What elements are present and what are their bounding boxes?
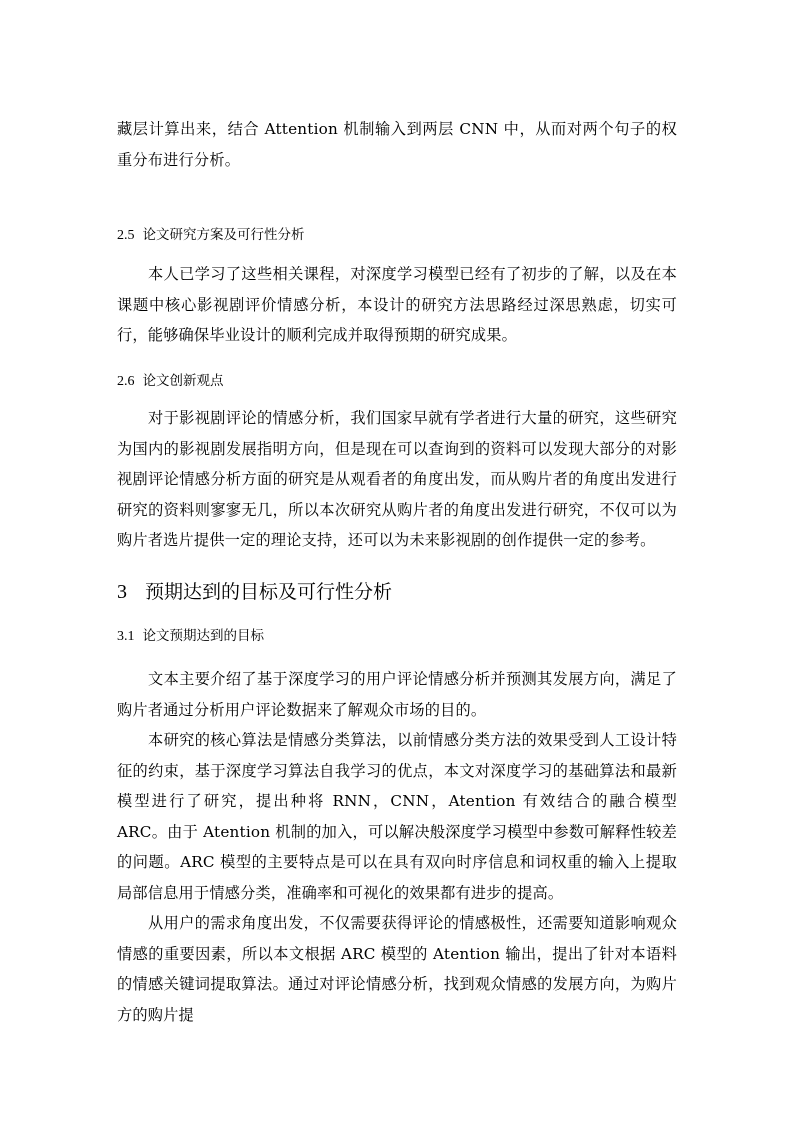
- section-2-6-body: [117, 403, 677, 556]
- section-3-1-heading: [117, 626, 677, 647]
- intro-paragraph-block: [117, 114, 677, 175]
- section-number: 2.6: [117, 374, 135, 389]
- section-2-5-body: [117, 259, 677, 351]
- section-3-1-body: [117, 664, 677, 1030]
- paragraph: 对于影视剧评论的情感分析，我们国家早就有学者进行大量的研究，这些研究为国内的影视剧发展指明方向，但是现在可以查询到的资料可以发现大部分的对影视剧评论情感分析方面的研究是从观看者的角度出发，而从购片者的角度出发进行研究的资料则寥寥无几，所以本次研究从购片者的角度出发进行研究，不仅可以为购片者选片提供一定的理论支持，还可以为未来影视剧的创作提供一定的参考。: [117, 409, 677, 549]
- section-number: 2.5: [117, 228, 135, 243]
- intro-paragraph: 藏层计算出来，结合 Attention 机制输入到两层 CNN 中，从而对两个句子的权重分布进行分析。: [117, 120, 677, 169]
- section-number: 3.1: [117, 629, 135, 644]
- paragraph: 本人已学习了这些相关课程，对深度学习模型已经有了初步的了解，以及在本课题中核心影视剧评价情感分析，本设计的研究方法思路经过深思熟虑，切实可行，能够确保毕业设计的顺利完成并取得预期的研究成果。: [117, 265, 677, 344]
- chapter-title: 预期达到的目标及可行性分析: [145, 581, 393, 603]
- section-title: 论文研究方案及可行性分析: [142, 227, 305, 243]
- chapter-3-heading: [117, 579, 677, 605]
- paragraph: 本研究的核心算法是情感分类算法，以前情感分类方法的效果受到人工设计特征的约束，基于深度学习算法自我学习的优点，本文对深度学习的基础算法和最新模型进行了研究，提出种将 RNN，CNN，Atention 有效结合的融合模型 ARC。由于 Atention 机制的加入，可以解决般深度学习模型中参数可解释性较差的问题。ARC 模型的主要特点是可以在具有双向时序信息和词权重的输入上提取局部信息用于情感分类，准确率和可视化的效果都有进步的提高。: [117, 731, 677, 902]
- section-2-6-heading: [117, 371, 677, 392]
- section-title: 论文创新观点: [142, 373, 224, 389]
- paragraph: 从用户的需求角度出发，不仅需要获得评论的情感极性，还需要知道影响观众情感的重要因素，所以本文根据 ARC 模型的 Atention 输出，提出了针对本语料的情感关键词提取算法。通过对评论情感分析，找到观众情感的发展方向，为购片方的购片提: [117, 914, 677, 1024]
- section-2-5-heading: [117, 225, 677, 246]
- chapter-number: 3: [117, 581, 127, 603]
- section-title: 论文预期达到的目标: [142, 628, 264, 644]
- paragraph: 文本主要介绍了基于深度学习的用户评论情感分析并预测其发展方向，满足了购片者通过分析用户评论数据来了解观众市场的目的。: [117, 670, 677, 719]
